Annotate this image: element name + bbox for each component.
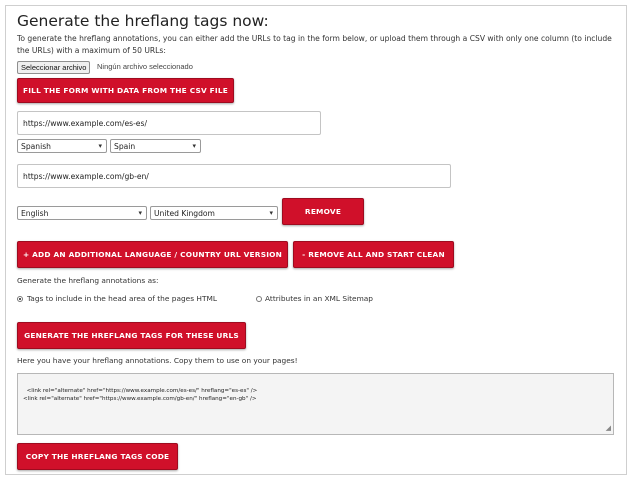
radio-xml-sitemap-label[interactable]: Attributes in an XML Sitemap <box>265 294 373 303</box>
radio-xml-sitemap[interactable] <box>256 296 262 302</box>
annotation-type-prompt: Generate the hreflang annotations as: <box>17 276 159 285</box>
language-select-1-value: Spanish <box>21 141 51 151</box>
choose-file-button[interactable]: Seleccionar archivo <box>17 61 90 74</box>
file-status-text: Ningún archivo seleccionado <box>97 62 193 71</box>
chevron-down-icon: ▾ <box>138 209 142 217</box>
resize-handle-icon[interactable]: ◢ <box>605 424 611 432</box>
radio-head-tags[interactable] <box>17 296 23 302</box>
radio-head-tags-label[interactable]: Tags to include in the head area of the pages HTML <box>27 294 217 303</box>
hreflang-code: <link rel="alternate" href="https://www.example.com/es-es/" hreflang="es-es" /> <link rel="alternate" href="https://www.example.com/gb-en/" hreflang="en-gb" /> <box>23 388 258 402</box>
fill-from-csv-button[interactable]: FILL THE FORM WITH DATA FROM THE CSV FILE <box>17 78 234 103</box>
hreflang-output-textarea[interactable] <box>17 373 614 435</box>
language-select-2-value: English <box>21 208 49 218</box>
add-language-version-button[interactable]: + ADD AN ADDITIONAL LANGUAGE / COUNTRY URL VERSION <box>17 241 288 268</box>
country-select-2[interactable] <box>150 206 278 220</box>
chevron-down-icon: ▾ <box>269 209 273 217</box>
country-select-1[interactable] <box>110 139 201 153</box>
language-select-2[interactable] <box>17 206 147 220</box>
chevron-down-icon: ▾ <box>192 142 196 150</box>
url-input-1[interactable]: https://www.example.com/es-es/ <box>17 111 321 135</box>
remove-entry-button[interactable]: REMOVE <box>282 198 364 225</box>
remove-all-button[interactable]: - REMOVE ALL AND START CLEAN <box>293 241 454 268</box>
chevron-down-icon: ▾ <box>98 142 102 150</box>
language-select-1[interactable] <box>17 139 107 153</box>
url-input-2[interactable]: https://www.example.com/gb-en/ <box>17 164 451 188</box>
generate-tags-button[interactable]: GENERATE THE HREFLANG TAGS FOR THESE URLS <box>17 322 246 349</box>
intro-text: To generate the hreflang annotations, you can either add the URLs to tag in the form below, or upload them through a CSV with only one column (to include the URLs) with a maximum of 50 URLs: <box>17 34 612 55</box>
country-select-2-value: United Kingdom <box>154 208 215 218</box>
country-select-1-value: Spain <box>114 141 136 151</box>
result-intro-text: Here you have your hreflang annotations. Copy them to use on your pages! <box>17 356 298 365</box>
page-title: Generate the hreflang tags now: <box>17 12 269 30</box>
copy-tags-button[interactable]: COPY THE HREFLANG TAGS CODE <box>17 443 178 470</box>
